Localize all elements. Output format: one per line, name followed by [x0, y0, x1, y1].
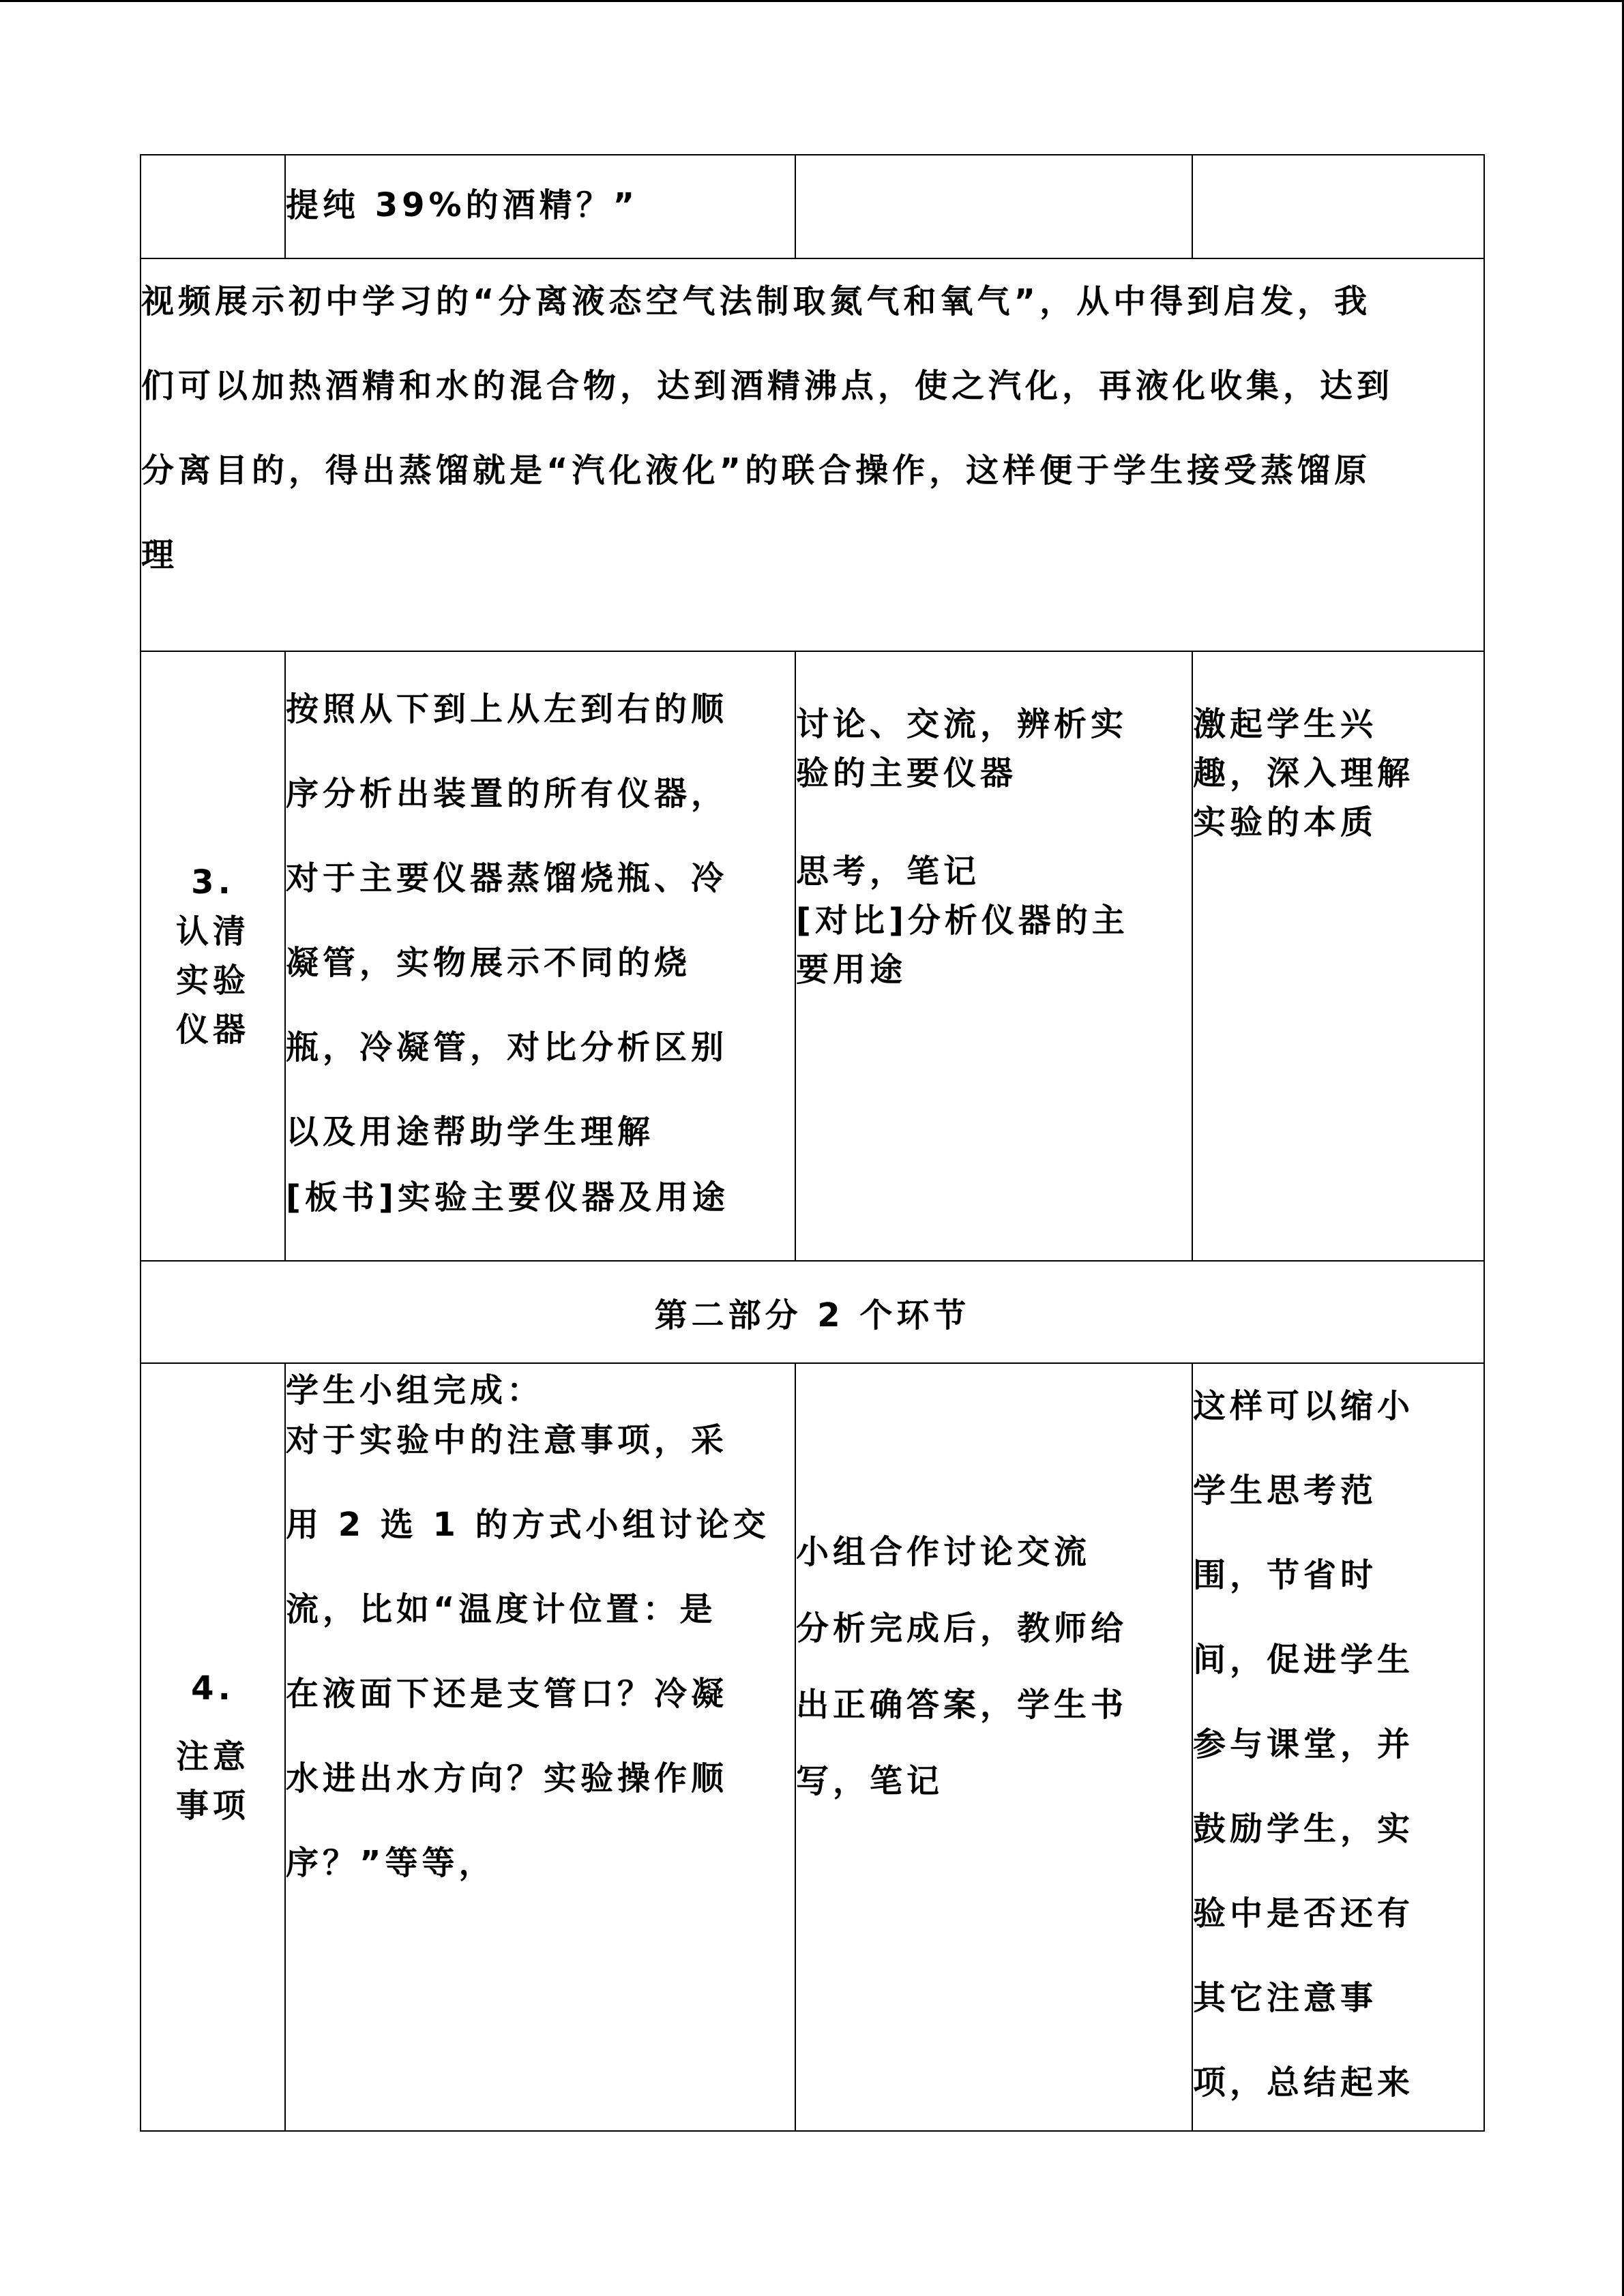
- intent-line: 项，总结起来: [1193, 2063, 1415, 2102]
- table-row-stage-3: [141, 651, 1484, 1261]
- stage-3-title-line: 仪器: [175, 1011, 250, 1049]
- student-line: 小组合作讨论交流: [796, 1533, 1091, 1571]
- intent-line: 验中是否还有: [1193, 1894, 1415, 1933]
- intent-line: 间，促进学生: [1193, 1641, 1415, 1679]
- table-row-intro: [141, 258, 1484, 651]
- teacher-line: 以及用途帮助学生理解: [286, 1113, 655, 1151]
- student-line: 分析完成后，教师给: [796, 1609, 1128, 1648]
- stage-4-design-intent: [1192, 1363, 1484, 2131]
- board-note: [板书]实验主要仪器及用途: [286, 1178, 729, 1217]
- intro-line: 们可以加热酒精和水的混合物，达到酒精沸点，使之汽化，再液化收集，达到: [141, 367, 1394, 405]
- teacher-line: 对于实验中的注意事项，采: [286, 1421, 728, 1459]
- continuation-text: 提纯 39%的酒精？”: [286, 186, 639, 224]
- student-activity-cell-empty: [795, 155, 1192, 258]
- stage-3-teacher-activity: [285, 651, 795, 1261]
- teacher-line: 在液面下还是支管口？冷凝: [286, 1675, 728, 1713]
- student-line: 要用途: [796, 951, 907, 989]
- table-row-continuation: [141, 155, 1484, 258]
- student-line: 思考，笔记: [796, 852, 981, 891]
- intent-line: 激起学生兴: [1193, 705, 1378, 743]
- intent-line: 学生思考范: [1193, 1472, 1378, 1510]
- teacher-line: 流，比如“温度计位置：是: [286, 1590, 717, 1628]
- teacher-heading: 学生小组完成：: [286, 1371, 544, 1410]
- stage-3-label: [141, 651, 285, 1261]
- intent-line: 趣，深入理解: [1193, 754, 1415, 792]
- intent-line: 参与课堂，并: [1193, 1725, 1415, 1763]
- design-intent-cell-empty: [1192, 155, 1484, 258]
- intro-line: 视频展示初中学习的“分离液态空气法制取氮气和氧气”，从中得到启发，我: [141, 282, 1372, 320]
- student-line: 讨论、交流，辨析实: [796, 705, 1128, 743]
- intent-line: 鼓励学生，实: [1193, 1810, 1415, 1848]
- teacher-line: 瓶，冷凝管，对比分析区别: [286, 1028, 728, 1067]
- teacher-line: 水进出水方向？实验操作顺: [286, 1759, 728, 1798]
- student-line: [对比]分析仪器的主: [796, 901, 1129, 940]
- intro-line: 理: [141, 536, 179, 574]
- teacher-line: 序分析出装置的所有仪器，: [286, 775, 728, 813]
- intent-line: 这样可以缩小: [1193, 1387, 1415, 1425]
- table-row-stage-4: [141, 1363, 1484, 2131]
- student-line: 验的主要仪器: [796, 754, 1018, 792]
- stage-3-number: 3.: [191, 863, 235, 901]
- teacher-line: 用 2 选 1 的方式小组讨论交: [286, 1506, 770, 1544]
- stage-4-student-activity: [795, 1363, 1192, 2131]
- teacher-line: 序？”等等，: [286, 1844, 496, 1882]
- part-two-heading: 第二部分 2 个环节: [141, 1261, 1484, 1363]
- intro-line: 分离目的，得出蒸馏就是“汽化液化”的联合操作，这样便于学生接受蒸馏原: [141, 451, 1372, 490]
- teacher-line: 对于主要仪器蒸馏烧瓶、冷: [286, 859, 728, 897]
- teacher-line: 凝管，实物展示不同的烧: [286, 944, 692, 982]
- teacher-line: 按照从下到上从左到右的顺: [286, 690, 728, 728]
- stage-3-title-line: 实验: [175, 961, 250, 1000]
- stage-cell-empty: [141, 155, 285, 258]
- teacher-activity-cell: [285, 155, 795, 258]
- student-line: 出正确答案，学生书: [796, 1686, 1128, 1724]
- stage-4-number: 4.: [191, 1669, 235, 1708]
- intent-line: 实验的本质: [1193, 803, 1378, 841]
- stage-4-title-line: 注意: [175, 1738, 250, 1776]
- lesson-plan-table: [140, 154, 1485, 2132]
- stage-4-teacher-activity: [285, 1363, 795, 2131]
- table-row-part-heading: [141, 1261, 1484, 1363]
- student-line: 写，笔记: [796, 1762, 944, 1800]
- stage-3-title-line: 认清: [175, 912, 250, 951]
- intent-line: 其它注意事: [1193, 1979, 1378, 2017]
- stage-3-design-intent: [1192, 651, 1484, 1261]
- intent-line: 围，节省时: [1193, 1556, 1378, 1594]
- stage-4-title-line: 事项: [175, 1787, 250, 1825]
- intro-paragraph: [141, 258, 1484, 651]
- stage-3-student-activity: [795, 651, 1192, 1261]
- stage-4-label: [141, 1363, 285, 2131]
